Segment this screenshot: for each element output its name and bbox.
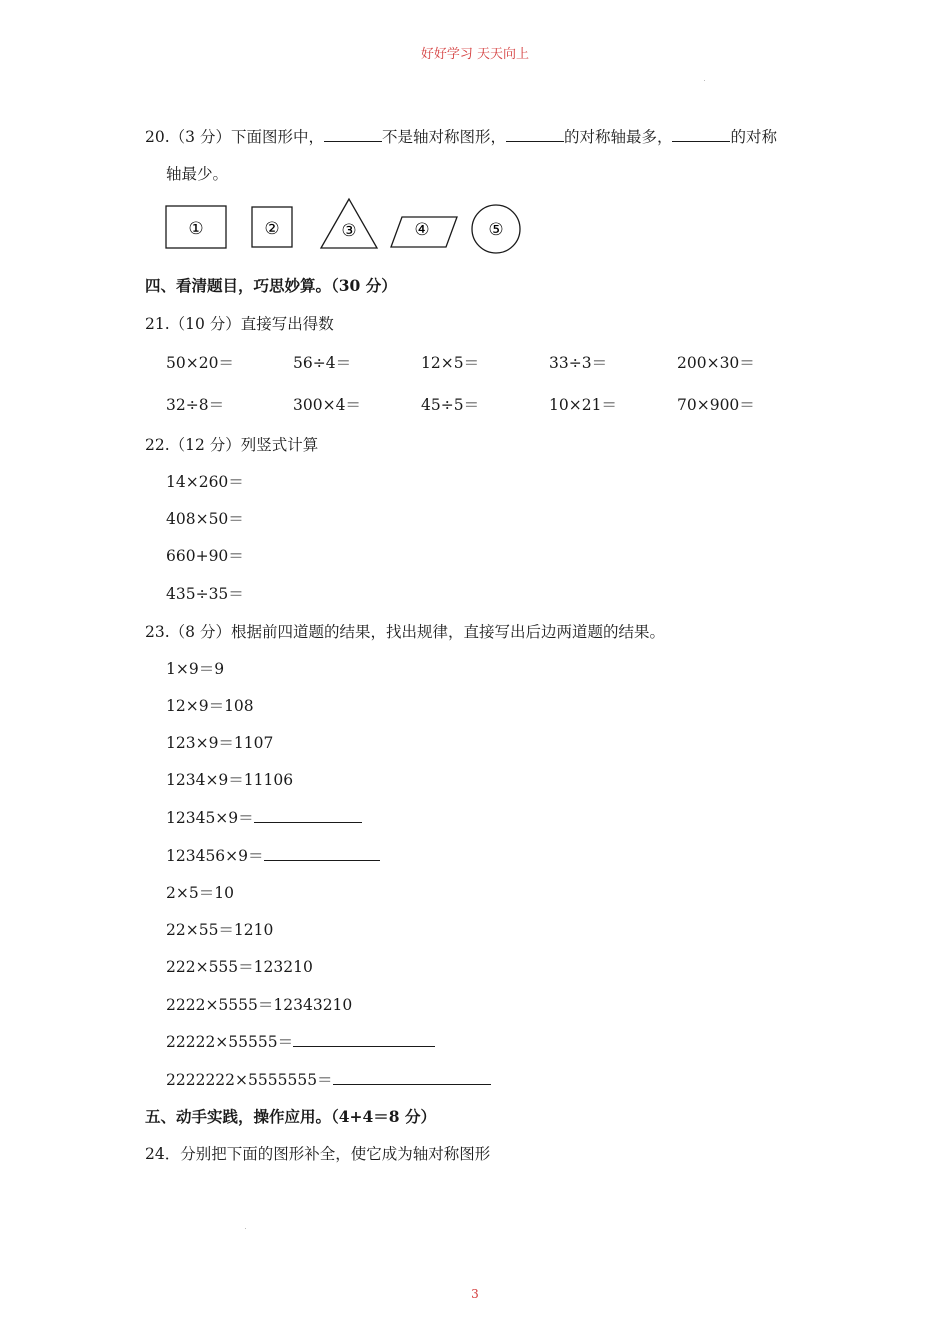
question-23-title: 23.（8 分）根据前四道题的结果，找出规律，直接写出后边两道题的结果。: [145, 623, 665, 641]
q23-line: 1×9＝9: [166, 660, 225, 678]
answer-blank[interactable]: [333, 1070, 491, 1085]
answer-blank[interactable]: [264, 846, 380, 861]
section-5-title: 五、动手实践，操作应用。（4+4＝8 分）: [145, 1107, 436, 1126]
q23-line: 2×5＝10: [166, 884, 234, 902]
page-header: 好好学习 天天向上: [420, 47, 530, 62]
q23-line: 12345×9＝: [166, 806, 362, 828]
q21-item: 56÷4＝: [293, 354, 352, 372]
question-24-title: 24．分别把下面的图形补全，使它成为轴对称图形: [145, 1145, 491, 1163]
q21-item: 300×4＝: [293, 396, 361, 414]
shape-label-5: ⑤: [488, 220, 504, 240]
question-22-title: 22.（12 分）列竖式计算: [145, 436, 319, 454]
q23-line: 12×9＝108: [166, 697, 254, 715]
q23-line: 1234×9＝11106: [166, 771, 294, 789]
q20-text-a: 20.（3 分）下面图形中，: [145, 128, 324, 146]
q20-text-c: 的对称轴最多，: [563, 128, 673, 146]
q21-item: 200×30＝: [677, 354, 755, 372]
page-number: 3: [471, 1287, 479, 1301]
q23-line: 22×55＝1210: [166, 921, 274, 939]
q23-line: 2222×5555＝12343210: [166, 996, 353, 1014]
answer-blank[interactable]: [324, 127, 382, 142]
q23-line: 22222×55555＝: [166, 1030, 435, 1052]
answer-blank[interactable]: [254, 808, 362, 823]
q23-line: 123×9＝1107: [166, 734, 274, 752]
q22-item: 660+90＝: [166, 547, 244, 565]
section-4-title: 四、看清题目，巧思妙算。（30 分）: [145, 276, 397, 295]
q20-text-b: 不是轴对称图形，: [381, 128, 506, 146]
q21-item: 12×5＝: [421, 354, 480, 372]
shape-label-2: ②: [264, 219, 280, 239]
shape-label-3: ③: [341, 221, 357, 241]
answer-blank[interactable]: [506, 127, 564, 142]
question-20-line2: 轴最少。: [166, 165, 229, 183]
q20-shapes: [160, 196, 530, 260]
q21-item: 10×21＝: [549, 396, 617, 414]
q21-item: 50×20＝: [166, 354, 234, 372]
question-21-title: 21.（10 分）直接写出得数: [145, 315, 334, 333]
q21-item: 45÷5＝: [421, 396, 480, 414]
q22-item: 435÷35＝: [166, 585, 244, 603]
q22-item: 14×260＝: [166, 473, 244, 491]
q23-line: 222×555＝123210: [166, 958, 313, 976]
q21-item: 70×900＝: [677, 396, 755, 414]
q23-line: 2222222×5555555＝: [166, 1068, 491, 1090]
q21-item: 33÷3＝: [549, 354, 608, 372]
answer-blank[interactable]: [672, 127, 730, 142]
scan-speck: [245, 1228, 246, 1229]
shape-label-1: ①: [188, 219, 204, 239]
q20-text-d: 的对称: [730, 128, 777, 146]
scan-speck: [704, 80, 705, 81]
q21-item: 32÷8＝: [166, 396, 225, 414]
question-20-line1: [145, 125, 777, 147]
q23-line: 123456×9＝: [166, 844, 380, 866]
shape-label-4: ④: [414, 220, 430, 240]
answer-blank[interactable]: [293, 1032, 435, 1047]
q22-item: 408×50＝: [166, 510, 244, 528]
